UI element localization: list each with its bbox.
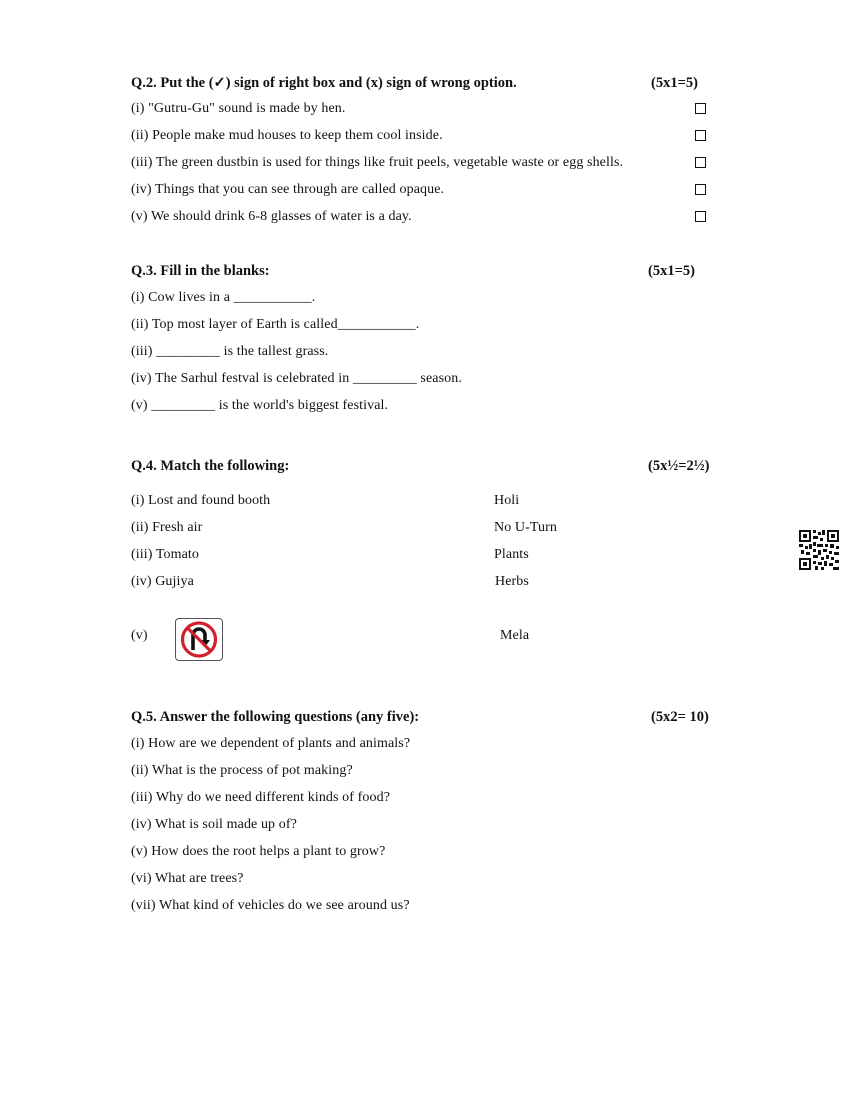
q4-right-2: No U-Turn (494, 520, 558, 535)
q2-item-3: (iii) The green dustbin is used for things like fruit peels, vegetable waste or egg shells. (131, 155, 624, 170)
q3-marks: (5x1=5) (648, 263, 695, 279)
answer-checkbox-2[interactable] (695, 130, 706, 141)
q5-item-5: (v) How does the root helps a plant to grow? (131, 844, 386, 859)
q5-heading: Q.5. Answer the following questions (any five): (131, 709, 420, 725)
q5-item-2: (ii) What is the process of pot making? (131, 763, 353, 778)
answer-checkbox-5[interactable] (695, 211, 706, 222)
q5-item-7: (vii) What kind of vehicles do we see around us? (131, 898, 410, 913)
q4-right-3: Plants (494, 547, 529, 562)
q4-heading: Q.4. Match the following: (131, 458, 290, 474)
q3-item-1: (i) Cow lives in a ___________. (131, 290, 316, 305)
q3-item-5: (v) _________ is the world's biggest festival. (131, 398, 389, 413)
q5-item-3: (iii) Why do we need different kinds of food? (131, 790, 391, 805)
q5-marks: (5x2= 10) (651, 709, 709, 725)
q3-item-4: (iv) The Sarhul festval is celebrated in _________ season. (131, 371, 462, 386)
q3-heading: Q.3. Fill in the blanks: (131, 263, 270, 279)
q4-left-3: (iii) Tomato (131, 547, 200, 562)
q4-right-1: Holi (494, 493, 520, 508)
q2-item-5: (v) We should drink 6-8 glasses of water is a day. (131, 209, 412, 224)
q4-left-5: (v) (131, 628, 148, 643)
q2-heading: Q.2. Put the (✓) sign of right box and (x) sign of wrong option. (131, 75, 517, 91)
q5-item-4: (iv) What is soil made up of? (131, 817, 297, 832)
q2-item-2: (ii) People make mud houses to keep them cool inside. (131, 128, 443, 143)
q5-item-1: (i) How are we dependent of plants and animals? (131, 736, 411, 751)
q4-marks: (5x½=2½) (648, 458, 710, 474)
q2-marks: (5x1=5) (651, 75, 698, 91)
q4-right-4: Herbs (495, 574, 529, 589)
answer-checkbox-4[interactable] (695, 184, 706, 195)
q3-item-3: (iii) _________ is the tallest grass. (131, 344, 329, 359)
answer-checkbox-3[interactable] (695, 157, 706, 168)
q3-item-2: (ii) Top most layer of Earth is called___________. (131, 317, 420, 332)
q4-right-5: Mela (500, 628, 530, 643)
q2-item-1: (i) "Gutru-Gu" sound is made by hen. (131, 101, 346, 116)
answer-checkbox-1[interactable] (695, 103, 706, 114)
q4-left-1: (i) Lost and found booth (131, 493, 271, 508)
q5-item-6: (vi) What are trees? (131, 871, 244, 886)
q4-left-2: (ii) Fresh air (131, 520, 203, 535)
q4-left-4: (iv) Gujiya (131, 574, 194, 589)
q2-item-4: (iv) Things that you can see through are called opaque. (131, 182, 445, 197)
qr-code-icon (799, 530, 839, 570)
no-u-turn-sign-icon (175, 618, 223, 661)
